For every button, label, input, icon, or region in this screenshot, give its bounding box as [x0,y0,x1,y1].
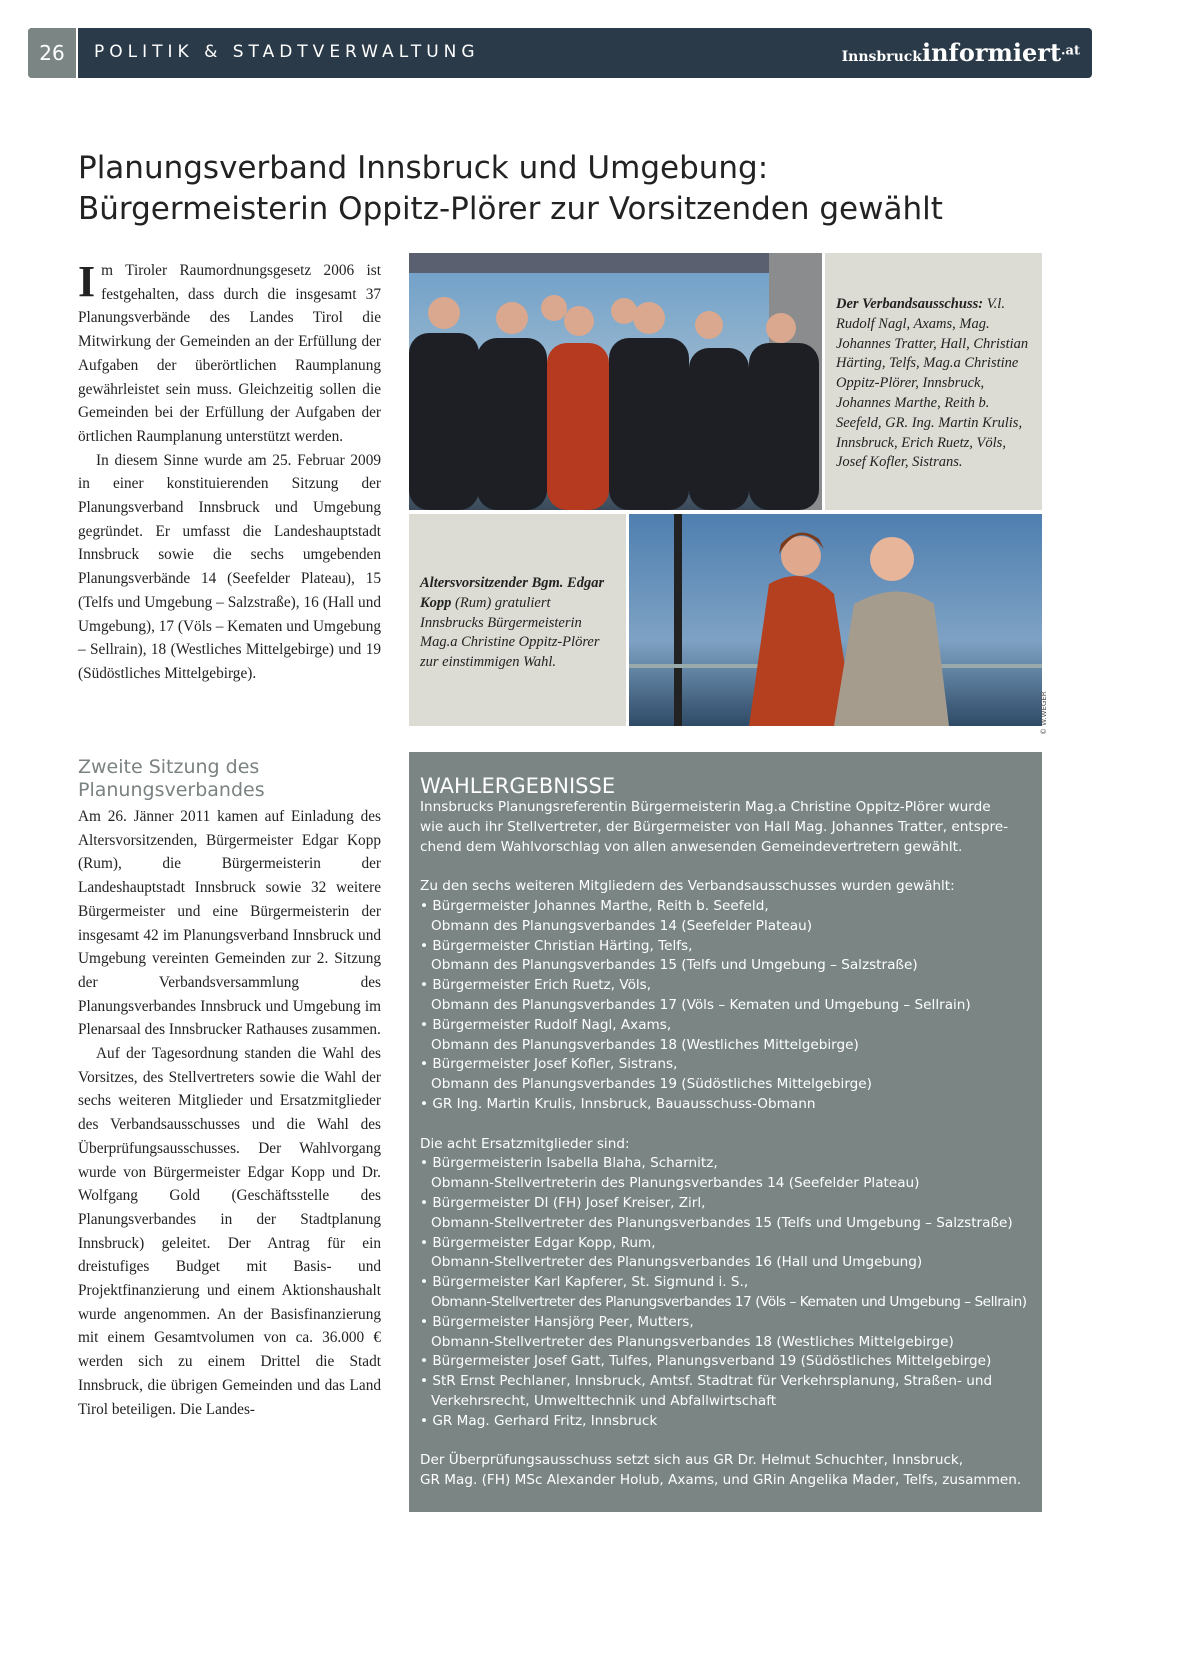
box-line: Innsbrucks Planungsreferentin Bürgermeisterin Mag.a Christine Oppitz-Plörer wurde [420,799,991,815]
box-line: • Bürgermeister Josef Gatt, Tulfes, Planungsverband 19 (Südöstliches Mittelgebirge) [420,1353,992,1370]
box-line: Der Überprüfungsausschuss setzt sich aus GR Dr. Helmut Schuchter, Innsbruck, [420,1452,964,1469]
box-line: Obmann des Planungsverbandes 15 (Telfs und Umgebung – Salzstraße) [431,957,918,974]
box-line: • Bürgermeister Edgar Kopp, Rum, [420,1234,656,1251]
box-line: • GR Mag. Gerhard Fritz, Innsbruck [420,1412,658,1429]
title-line: Planungsverband Innsbruck und Umgebung: [78,150,769,186]
box-line: Die acht Ersatzmitglieder sind: [420,1135,630,1152]
box-line: • Bürgermeister Hansjörg Peer, Mutters, [420,1313,694,1330]
page-header [28,28,1092,78]
election-results-box [409,752,1042,1512]
group-photo-image [409,253,822,510]
paragraph: In diesem Sinne wurde am 25. Februar 2009 in einer konstituierenden Sitzung der Planungsverband Innsbruck und Umgebung gegründet. Er umfasst die Landeshauptstadt Innsbruck sowie die sechs umgebenden Planungsverbände 14 (Seefelder Plateau), 15 (Telfs und Umgebung – Salzstraße), 16 (Hall und Umgebung), 17 (Völs – Kematen und Umgebung – Sellrain), 18 (Westliches Mittelgebirge) und 19 (Südöstliches Mittelgebirge). [78,451,381,682]
box-line: • Bürgermeister Erich Ruetz, Völs, [420,977,652,994]
handshake-photo-image [629,514,1042,726]
box-line: GR Mag. (FH) MSc Alexander Holub, Axams, und GRin Angelika Mader, Telfs, zusammen. [420,1472,1022,1489]
box-line: chend dem Wahlvorschlag von allen anwesenden Gemeindevertretern gewählt. [420,838,963,855]
box-line: Obmann-Stellvertreter des Planungsverbandes 15 (Telfs und Umgebung – Salzstraße) [431,1214,1013,1231]
drop-cap: I [78,257,96,306]
caption-bold: Der Verbandsausschuss: [836,296,984,312]
box-line: Verkehrsrecht, Umwelttechnik und Abfallwirtschaft [431,1392,777,1409]
box-line: • Bürgermeister DI (FH) Josef Kreiser, Zirl, [420,1194,706,1211]
box-lines [420,798,1031,1491]
paragraph: Auf der Tagesordnung standen die Wahl des Vorsitzes, des Stellvertreters sowie die Wahl der sechs weiteren Mitglieder und Ersatzmitglieder des Verbandsausschusses und die Wahl des Überprüfungsausschusses. Der Wahlvorgang wurde von Bürgermeister Edgar Kopp und Dr. Wolfgang Gold (Geschäftsstelle des Planungsverbandes in der Stadtplanung Innsbruck) geleitet. Der Antrag für ein dreistufiges Budget mit Basis- und Projektfinanzierung und einem Aktionshaushalt wurde angenommen. An der Basisfinanzierung mit einem Gesamtvolumen von ca. 36.000 € werden sich zu einem Drittel die Stadt Innsbruck, die übrigen Gemeinden und das Land Tirol beteiligen. Die Landes- [78,1045,381,1418]
caption-bold: Altersvorsitzender Bgm. Edgar Kopp [420,575,605,611]
box-title: WAHLERGEBNISSE [420,774,616,798]
box-line: • Bürgermeisterin Isabella Blaha, Scharnitz, [420,1155,718,1172]
box-line: • Bürgermeister Rudolf Nagl, Axams, [420,1016,672,1033]
photo-credit: © W.WEGER [1040,691,1048,735]
group-photo [409,253,822,510]
box-line: Obmann-Stellvertreter des Planungsverbandes 16 (Hall und Umgebung) [431,1254,923,1271]
paragraph: Am 26. Jänner 2011 kamen auf Einladung des Altersvorsitzenden, Bürgermeister Edgar Kopp (Rum), die Bürgermeisterin der Landeshauptstadt Innsbruck sowie 32 weitere Bürgermeister und eine Bürgermeisterin der insgesamt 42 im Planungsverband Innsbruck und Umgebung vereinten Gemeinden zur 2. Sitzung der Verbandsversammlung des Planungsverbandes Innsbruck und Umgebung im Plenarsaal des Innsbrucker Rathauses zusammen. [78,808,381,1039]
article-column-bottom [78,805,381,1421]
caption-text: (Rum) gratuliert Innsbrucks Bürgermeisterin Mag.a Christine Oppitz-Plörer zur einstimmigen Wahl. [420,594,600,671]
title-line: Bürgermeisterin Oppitz-Plörer zur Vorsitzenden gewählt [78,191,943,227]
box-line: • GR Ing. Martin Krulis, Innsbruck, Bauausschuss-Obmann [420,1095,816,1112]
handshake-photo [629,514,1042,726]
article-title [78,148,1028,230]
box-line: Obmann-Stellvertreter des Planungsverbandes 17 (Völs – Kematen und Umgebung – Sellrain) [431,1293,1027,1310]
paragraph-text: m Tiroler Raumordnungsgesetz 2006 ist festgehalten, dass durch die insgesamt 37 Planungsverbände des Landes Tirol die Mitwirkung der Gemeinden an der Erfüllung der Aufgaben der überörtlichen Raumplanung gewährleistet sein muss. Gleichzeitig sollen die Gemeinden bei der Erfüllung der Aufgaben der örtlichen Raumplanung unterstützt werden. [78,262,381,445]
group-photo-caption [825,253,1042,510]
box-line: Obmann des Planungsverbandes 18 (Westliches Mittelgebirge) [431,1036,859,1053]
box-line: • StR Ernst Pechlaner, Innsbruck, Amtsf. Stadtrat für Verkehrsplanung, Straßen- und [420,1373,993,1390]
box-line: • Bürgermeister Johannes Marthe, Reith b. Seefeld, [420,897,769,914]
handshake-photo-caption [409,514,626,726]
publication-logo [842,38,1080,67]
box-line: Obmann des Planungsverbandes 17 (Völs – Kematen und Umgebung – Sellrain) [431,996,971,1013]
spacer [420,1432,1031,1452]
logo-part: .at [1061,43,1080,59]
box-line: Zu den sechs weiteren Mitgliedern des Verbandsausschusses wurden gewählt: [420,878,955,895]
box-line: Obmann des Planungsverbandes 19 (Südöstliches Mittelgebirge) [431,1076,872,1093]
box-line: • Bürgermeister Josef Kofler, Sistrans, [420,1056,678,1073]
paragraph [78,259,381,449]
section-title: POLITIK & STADTVERWALTUNG [94,42,480,62]
caption-text: V.l. Rudolf Nagl, Axams, Mag. Johannes Tratter, Hall, Christian Härting, Telfs, Mag.a Christine Oppitz-Plörer, Innsbruck, Johannes Marthe, Reith b. Seefeld, GR. Ing. Martin Krulis, Innsbruck, Erich Ruetz, Völs, Josef Kofler, Sistrans. [836,296,1029,471]
box-line: wie auch ihr Stellvertreter, der Bürgermeister von Hall Mag. Johannes Tratter, entspre- [420,818,1009,835]
subheading: Zweite Sitzung des Planungsverbandes [78,756,265,801]
box-line: Obmann-Stellvertreter des Planungsverbandes 18 (Westliches Mittelgebirge) [431,1333,954,1350]
page-number: 26 [28,28,78,78]
spacer [420,857,1031,877]
box-line: • Bürgermeister Karl Kapferer, St. Sigmund i. S., [420,1274,749,1291]
box-line: • Bürgermeister Christian Härting, Telfs, [420,937,693,954]
logo-part: informiert [921,38,1062,67]
logo-part: Innsbruck [841,49,922,65]
spacer [420,1115,1031,1135]
box-line: Obmann-Stellvertreterin des Planungsverbandes 14 (Seefelder Plateau) [431,1175,920,1192]
article-column-top [78,259,381,686]
box-line: Obmann des Planungsverbandes 14 (Seefelder Plateau) [431,917,813,934]
